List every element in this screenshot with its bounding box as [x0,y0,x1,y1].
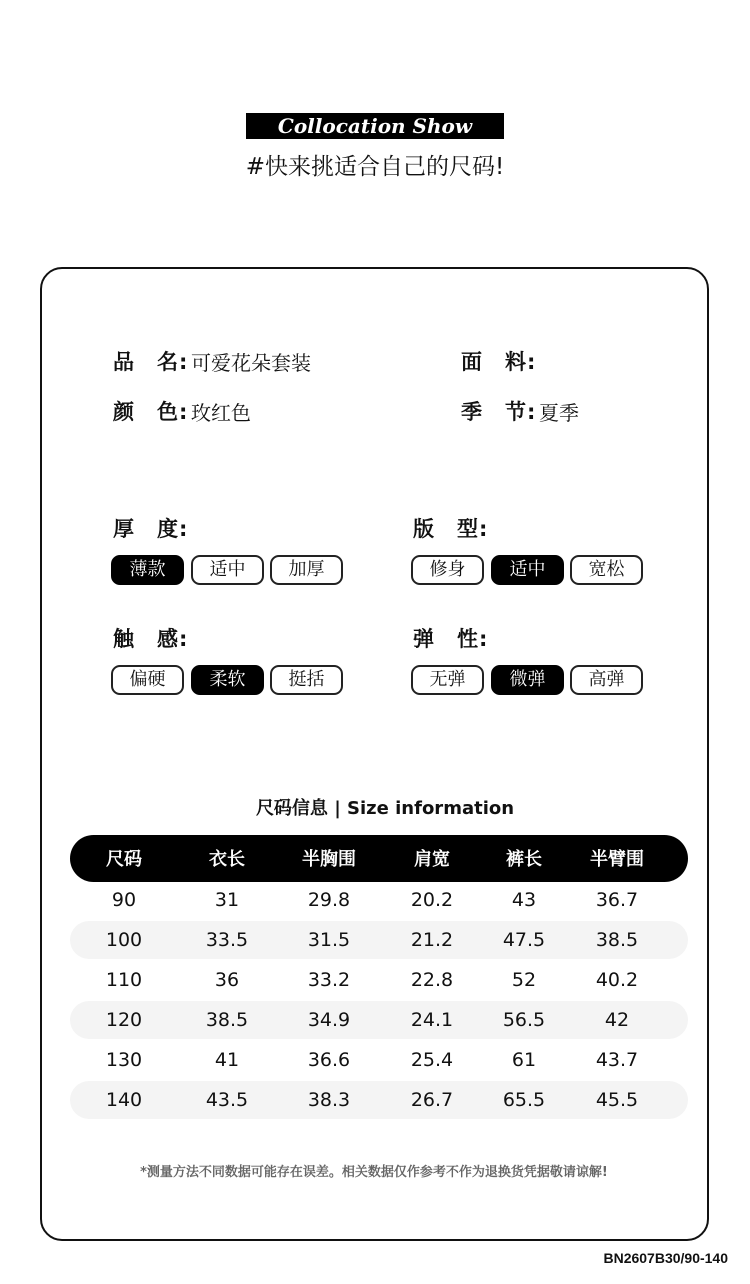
table-cell: 45.5 [595,1089,639,1111]
option-pill: 无弹 [411,665,484,695]
option-pill: 加厚 [270,555,343,585]
table-row [70,1081,688,1119]
size-table-header [70,835,688,882]
option-pill: 适中 [491,555,564,585]
table-cell: 31.5 [307,929,351,951]
table-cell: 29.8 [307,889,351,911]
size-table-title: 尺码信息 | Size information [255,798,515,819]
info-label: 面 料: [461,350,537,374]
column-header: 半臂围 [590,849,644,870]
table-cell: 110 [105,969,143,991]
column-header: 半胸围 [302,849,356,870]
table-cell: 120 [105,1009,143,1031]
table-cell: 36 [214,969,240,991]
column-header: 衣长 [209,849,245,870]
info-label: 季 节: [461,400,537,424]
table-cell: 65.5 [502,1089,546,1111]
table-cell: 36.7 [595,889,639,911]
info-label: 颜 色: [113,400,189,424]
table-cell: 38.5 [595,929,639,951]
table-cell: 38.5 [205,1009,249,1031]
table-cell: 22.8 [410,969,454,991]
table-cell: 36.6 [307,1049,351,1071]
table-cell: 47.5 [502,929,546,951]
table-cell: 31 [214,889,240,911]
table-cell: 61 [511,1049,537,1071]
table-cell: 90 [111,889,137,911]
attribute-label: 厚 度: [113,517,189,541]
table-cell: 33.5 [205,929,249,951]
table-cell: 26.7 [410,1089,454,1111]
info-label: 品 名: [113,350,189,374]
table-cell: 33.2 [307,969,351,991]
product-code: BN2607B30/90-140 [603,1250,728,1266]
option-pill: 适中 [191,555,264,585]
info-value: 可爱花朵套装 [191,351,311,375]
option-pill: 修身 [411,555,484,585]
table-cell: 56.5 [502,1009,546,1031]
table-row [70,921,688,959]
table-cell: 43.7 [595,1049,639,1071]
table-cell: 42 [604,1009,630,1031]
attribute-label: 弹 性: [413,627,489,651]
table-row [70,961,688,999]
table-cell: 43 [511,889,537,911]
table-cell: 130 [105,1049,143,1071]
table-cell: 20.2 [410,889,454,911]
option-pill: 薄款 [111,555,184,585]
table-row [70,1041,688,1079]
option-pill: 高弹 [570,665,643,695]
subtitle: #快来挑适合自己的尺码! [245,154,505,180]
table-cell: 34.9 [307,1009,351,1031]
option-pill: 挺括 [270,665,343,695]
column-header: 裤长 [506,849,542,870]
table-cell: 25.4 [410,1049,454,1071]
option-pill: 偏硬 [111,665,184,695]
table-cell: 21.2 [410,929,454,951]
option-pill: 微弹 [491,665,564,695]
table-row [70,881,688,919]
table-cell: 43.5 [205,1089,249,1111]
table-cell: 24.1 [410,1009,454,1031]
table-cell: 100 [105,929,143,951]
option-pill: 宽松 [570,555,643,585]
column-header: 尺码 [106,849,142,870]
info-value: 夏季 [539,401,579,425]
disclaimer-note: *测量方法不同数据可能存在误差。相关数据仅作参考不作为退换货凭据敬请谅解! [140,1165,608,1180]
option-pill: 柔软 [191,665,264,695]
table-cell: 41 [214,1049,240,1071]
info-value: 玫红色 [191,401,251,425]
attribute-label: 触 感: [113,627,189,651]
table-cell: 140 [105,1089,143,1111]
collocation-show-banner: Collocation Show [246,113,504,139]
table-row [70,1001,688,1039]
table-cell: 52 [511,969,537,991]
table-cell: 38.3 [307,1089,351,1111]
attribute-label: 版 型: [413,517,489,541]
column-header: 肩宽 [414,849,450,870]
table-cell: 40.2 [595,969,639,991]
